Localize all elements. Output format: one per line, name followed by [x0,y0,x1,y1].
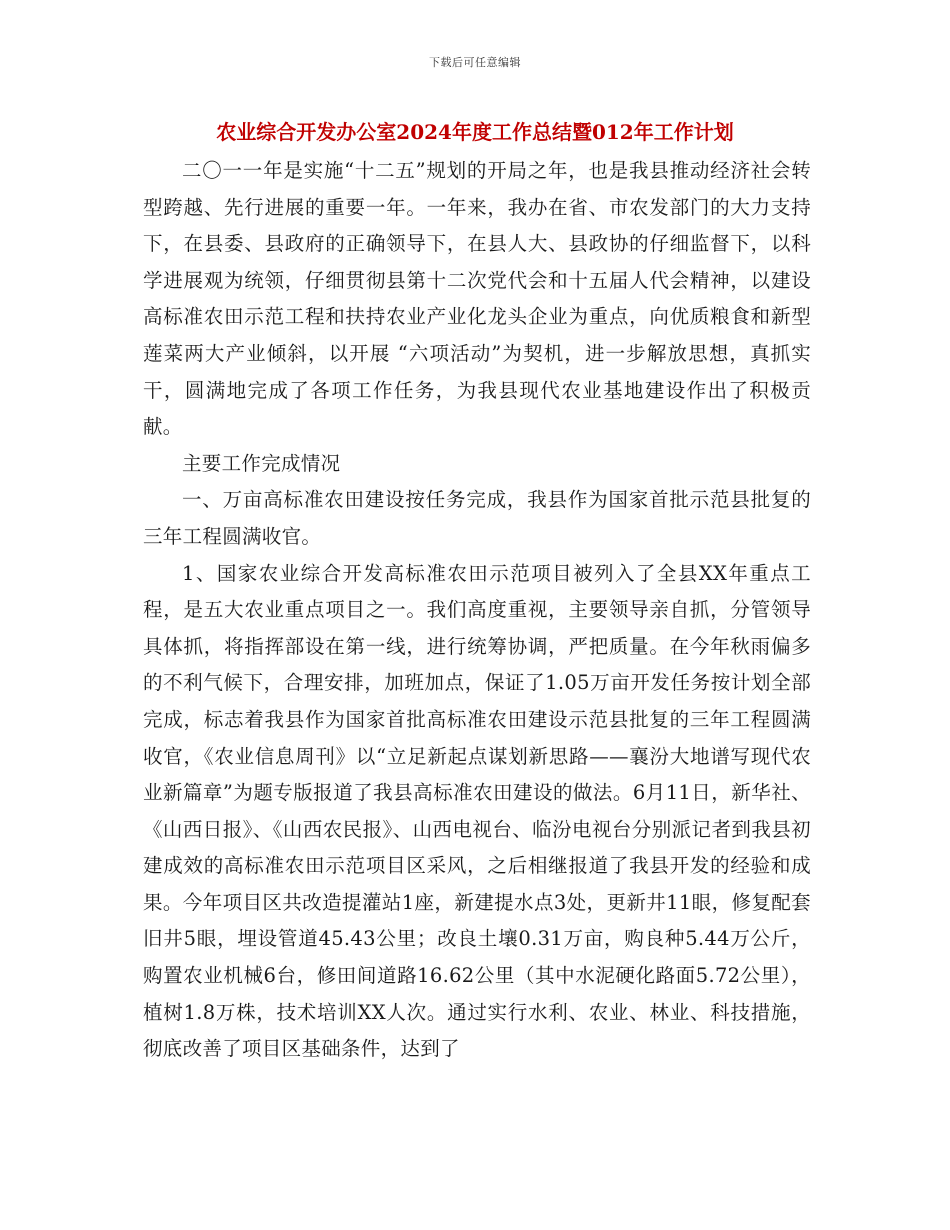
item-one-paragraph: 1、国家农业综合开发高标准农田示范项目被列入了全县XX年重点工程，是五大农业重点项目之一。我们高度重视，主要领导亲自抓，分管领导具体抓，将指挥部设在第一线，进行统筹协调，严把质量。在今年秋雨偏多的不利气候下，合理安排，加班加点，保证了1.05万亩开发任务按计划全部完成，标志着我县作为国家首批高标准农田建设示范县批复的三年工程圆满收官，《农业信息周刊》以“立足新起点谋划新思路——襄汾大地谱写现代农业新篇章”为题专版报道了我县高标准农田建设的做法。6月11日，新华社、《山西日报》、《山西农民报》、山西电视台、临汾电视台分别派记者到我县初建成效的高标准农田示范项目区采风，之后相继报道了我县开发的经验和成果。今年项目区共改造提灌站1座，新建提水点3处，更新井11眼，修复配套旧井5眼，埋设管道45.43公里；改良土壤0.31万亩，购良种5.44万公斤，购置农业机械6台，修田间道路16.62公里（其中水泥硬化路面5.72公里），植树1.8万株，技术培训XX人次。通过实行水利、农业、林业、科技措施，彻底改善了项目区基础条件，达到了 [143,561,811,1061]
section-one-paragraph: 一、万亩高标准农田建设按任务完成，我县作为国家首批示范县批复的三年工程圆满收官。 [143,488,811,548]
intro-paragraph: 二〇一一年是实施“十二五”规划的开局之年，也是我县推动经济社会转型跨越、先行进展的重要一年。一年来，我办在省、市农发部门的大力支持下，在县委、县政府的正确领导下，在县人大、县政协的仔细监督下，以科学进展观为统领，仔细贯彻县第十二次党代会和十五届人代会精神，以建设高标准农田示范工程和扶持农业产业化龙头企业为重点，向优质粮食和新型莲菜两大产业倾斜，以开展 “六项活动”为契机，进一步解放思想，真抓实干，圆满地完成了各项工作任务，为我县现代农业基地建设作出了积极贡献。 [143,159,811,439]
header-note: 下载后可任意编辑 [429,56,521,69]
document-title: 农业综合开发办公室2024年度工作总结暨012年工作计划 [216,120,734,144]
section-heading: 主要工作完成情况 [182,451,341,475]
document-body [143,153,811,1068]
